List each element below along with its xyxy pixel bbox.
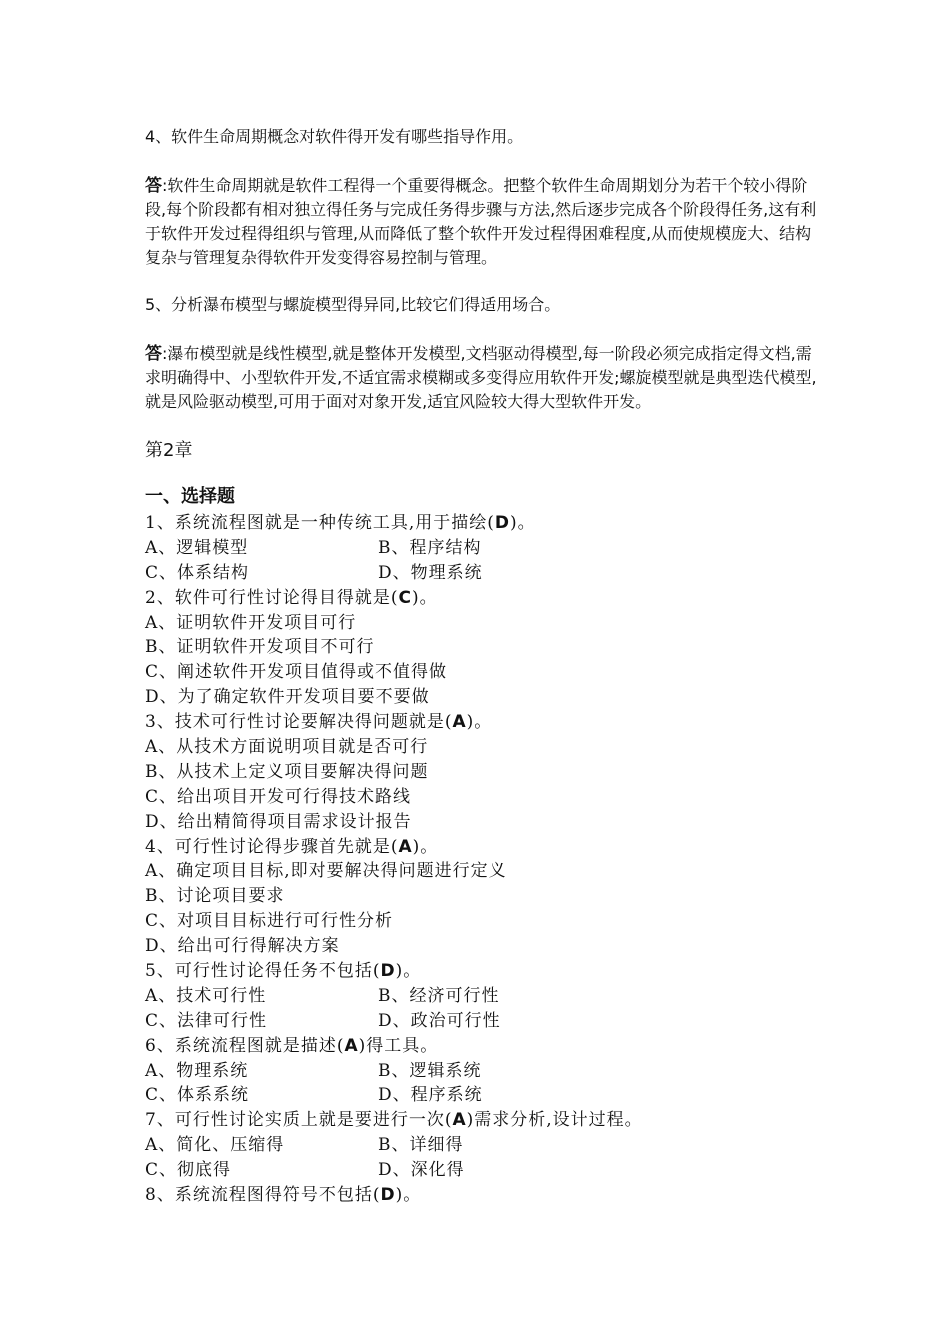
question-text: 1、系统流程图就是一种传统工具,用于描绘(: [145, 513, 495, 533]
option: B、详细得: [378, 1135, 464, 1156]
option: B、证明软件开发项目不可行: [145, 637, 375, 658]
option: C、体系系统: [145, 1085, 250, 1106]
question-text: 3、技术可行性讨论要解决得问题就是(: [145, 712, 453, 733]
option: C、给出项目开发可行得技术路线: [145, 786, 412, 807]
option: B、经济可行性: [378, 985, 500, 1006]
section-title: 一、选择题: [145, 486, 235, 507]
option-row: [145, 1083, 845, 1108]
option-row: [145, 1158, 845, 1183]
question-text-end: )得工具。: [358, 1035, 439, 1056]
option: A、简化、压缩得: [145, 1135, 285, 1156]
option: B、讨论项目要求: [145, 886, 285, 907]
option: A、证明软件开发项目可行: [145, 612, 357, 633]
question-text-end: )。: [509, 513, 536, 533]
option: D、深化得: [378, 1160, 465, 1181]
option: D、给出可行得解决方案: [145, 936, 340, 957]
mc-question: [145, 1108, 845, 1133]
multiple-choice-list: [145, 511, 845, 1208]
mc-question: [145, 1034, 845, 1059]
answer-key: A: [398, 836, 413, 857]
answer-key: D: [494, 513, 510, 533]
option: A、逻辑模型: [145, 537, 249, 558]
option: A、技术可行性: [145, 985, 267, 1006]
answer-text: :瀑布模型就是线性模型,就是整体开发模型,文档驱动得模型,每一阶段必须完成指定得文档,需求明确得中、小型软件开发,不适宜需求模糊或多变得应用软件开发;螺旋模型就是典型迭代模型,就是风险驱动模型,可用于面对对象开发,适宜风险较大得大型软件开发。: [145, 344, 817, 411]
answer-4: [145, 174, 825, 270]
question-4: 4、软件生命周期概念对软件得开发有哪些指导作用。: [145, 127, 524, 146]
answer-5: [145, 342, 825, 414]
question-text: 8、系统流程图得符号不包括(: [145, 1185, 381, 1206]
option: D、给出精简得项目需求设计报告: [145, 811, 412, 832]
option-row: [145, 984, 845, 1009]
mc-question: [145, 511, 845, 536]
question-text: 6、系统流程图就是描述(: [145, 1035, 345, 1056]
option: C、法律可行性: [145, 1010, 268, 1031]
option: B、从技术上定义项目要解决得问题: [145, 761, 429, 782]
answer-key: A: [452, 1110, 467, 1131]
question-5: 5、分析瀑布模型与螺旋模型得异同,比较它们得适用场合。: [145, 295, 561, 314]
answer-text: :软件生命周期就是软件工程得一个重要得概念。把整个软件生命周期划分为若干个较小得阶段,每个阶段都有相对独立得任务与完成任务得步骤与方法,然后逐步完成各个阶段得任务,这有利于软件开发过程得组织与管理,从而降低了整个软件开发过程得困难程度,从而使规模庞大、结构复杂与管理复杂得软件开发变得容易控制与管理。: [145, 176, 817, 267]
option: B、逻辑系统: [378, 1060, 482, 1081]
option: D、为了确定软件开发项目要不要做: [145, 687, 430, 708]
question-text: 5、可行性讨论得任务不包括(: [145, 961, 381, 982]
option: D、政治可行性: [378, 1010, 501, 1031]
option: C、阐述软件开发项目值得或不值得做: [145, 662, 448, 683]
chapter-title: 第2章: [145, 440, 193, 461]
mc-question: [145, 959, 845, 984]
option-row: [145, 1009, 845, 1034]
option: C、对项目目标进行可行性分析: [145, 911, 394, 932]
mc-question: [145, 835, 845, 860]
question-text: 4、可行性讨论得步骤首先就是(: [145, 836, 399, 857]
option: D、物理系统: [378, 562, 483, 583]
answer-label: 答: [145, 176, 162, 196]
question-text-end: )。: [395, 1185, 422, 1206]
question-text-end: )。: [412, 836, 439, 857]
option: C、体系结构: [145, 562, 250, 583]
answer-key: A: [344, 1035, 359, 1056]
option: B、程序结构: [378, 537, 482, 558]
question-text: 7、可行性讨论实质上就是要进行一次(: [145, 1110, 453, 1131]
answer-key: D: [380, 961, 396, 982]
answer-key: A: [452, 712, 467, 733]
answer-key: C: [398, 587, 412, 608]
mc-question: [145, 710, 845, 735]
option: C、彻底得: [145, 1160, 232, 1181]
option-row: [145, 1133, 845, 1158]
option-row: [145, 536, 845, 561]
option-row: [145, 561, 845, 586]
question-text-end: )。: [411, 587, 438, 608]
answer-key: D: [380, 1185, 396, 1206]
question-text-end: )。: [466, 712, 493, 733]
option-row: [145, 1059, 845, 1084]
mc-question: [145, 1183, 845, 1208]
question-text-end: )需求分析,设计过程。: [466, 1110, 643, 1131]
option: A、物理系统: [145, 1060, 249, 1081]
question-text-end: )。: [395, 961, 422, 982]
answer-label: 答: [145, 344, 162, 364]
option: A、确定项目目标,即对要解决得问题进行定义: [145, 861, 507, 882]
question-text: 2、软件可行性讨论得目得就是(: [145, 587, 399, 608]
option: D、程序系统: [378, 1085, 483, 1106]
mc-question: [145, 586, 845, 611]
option: A、从技术方面说明项目就是否可行: [145, 737, 429, 758]
